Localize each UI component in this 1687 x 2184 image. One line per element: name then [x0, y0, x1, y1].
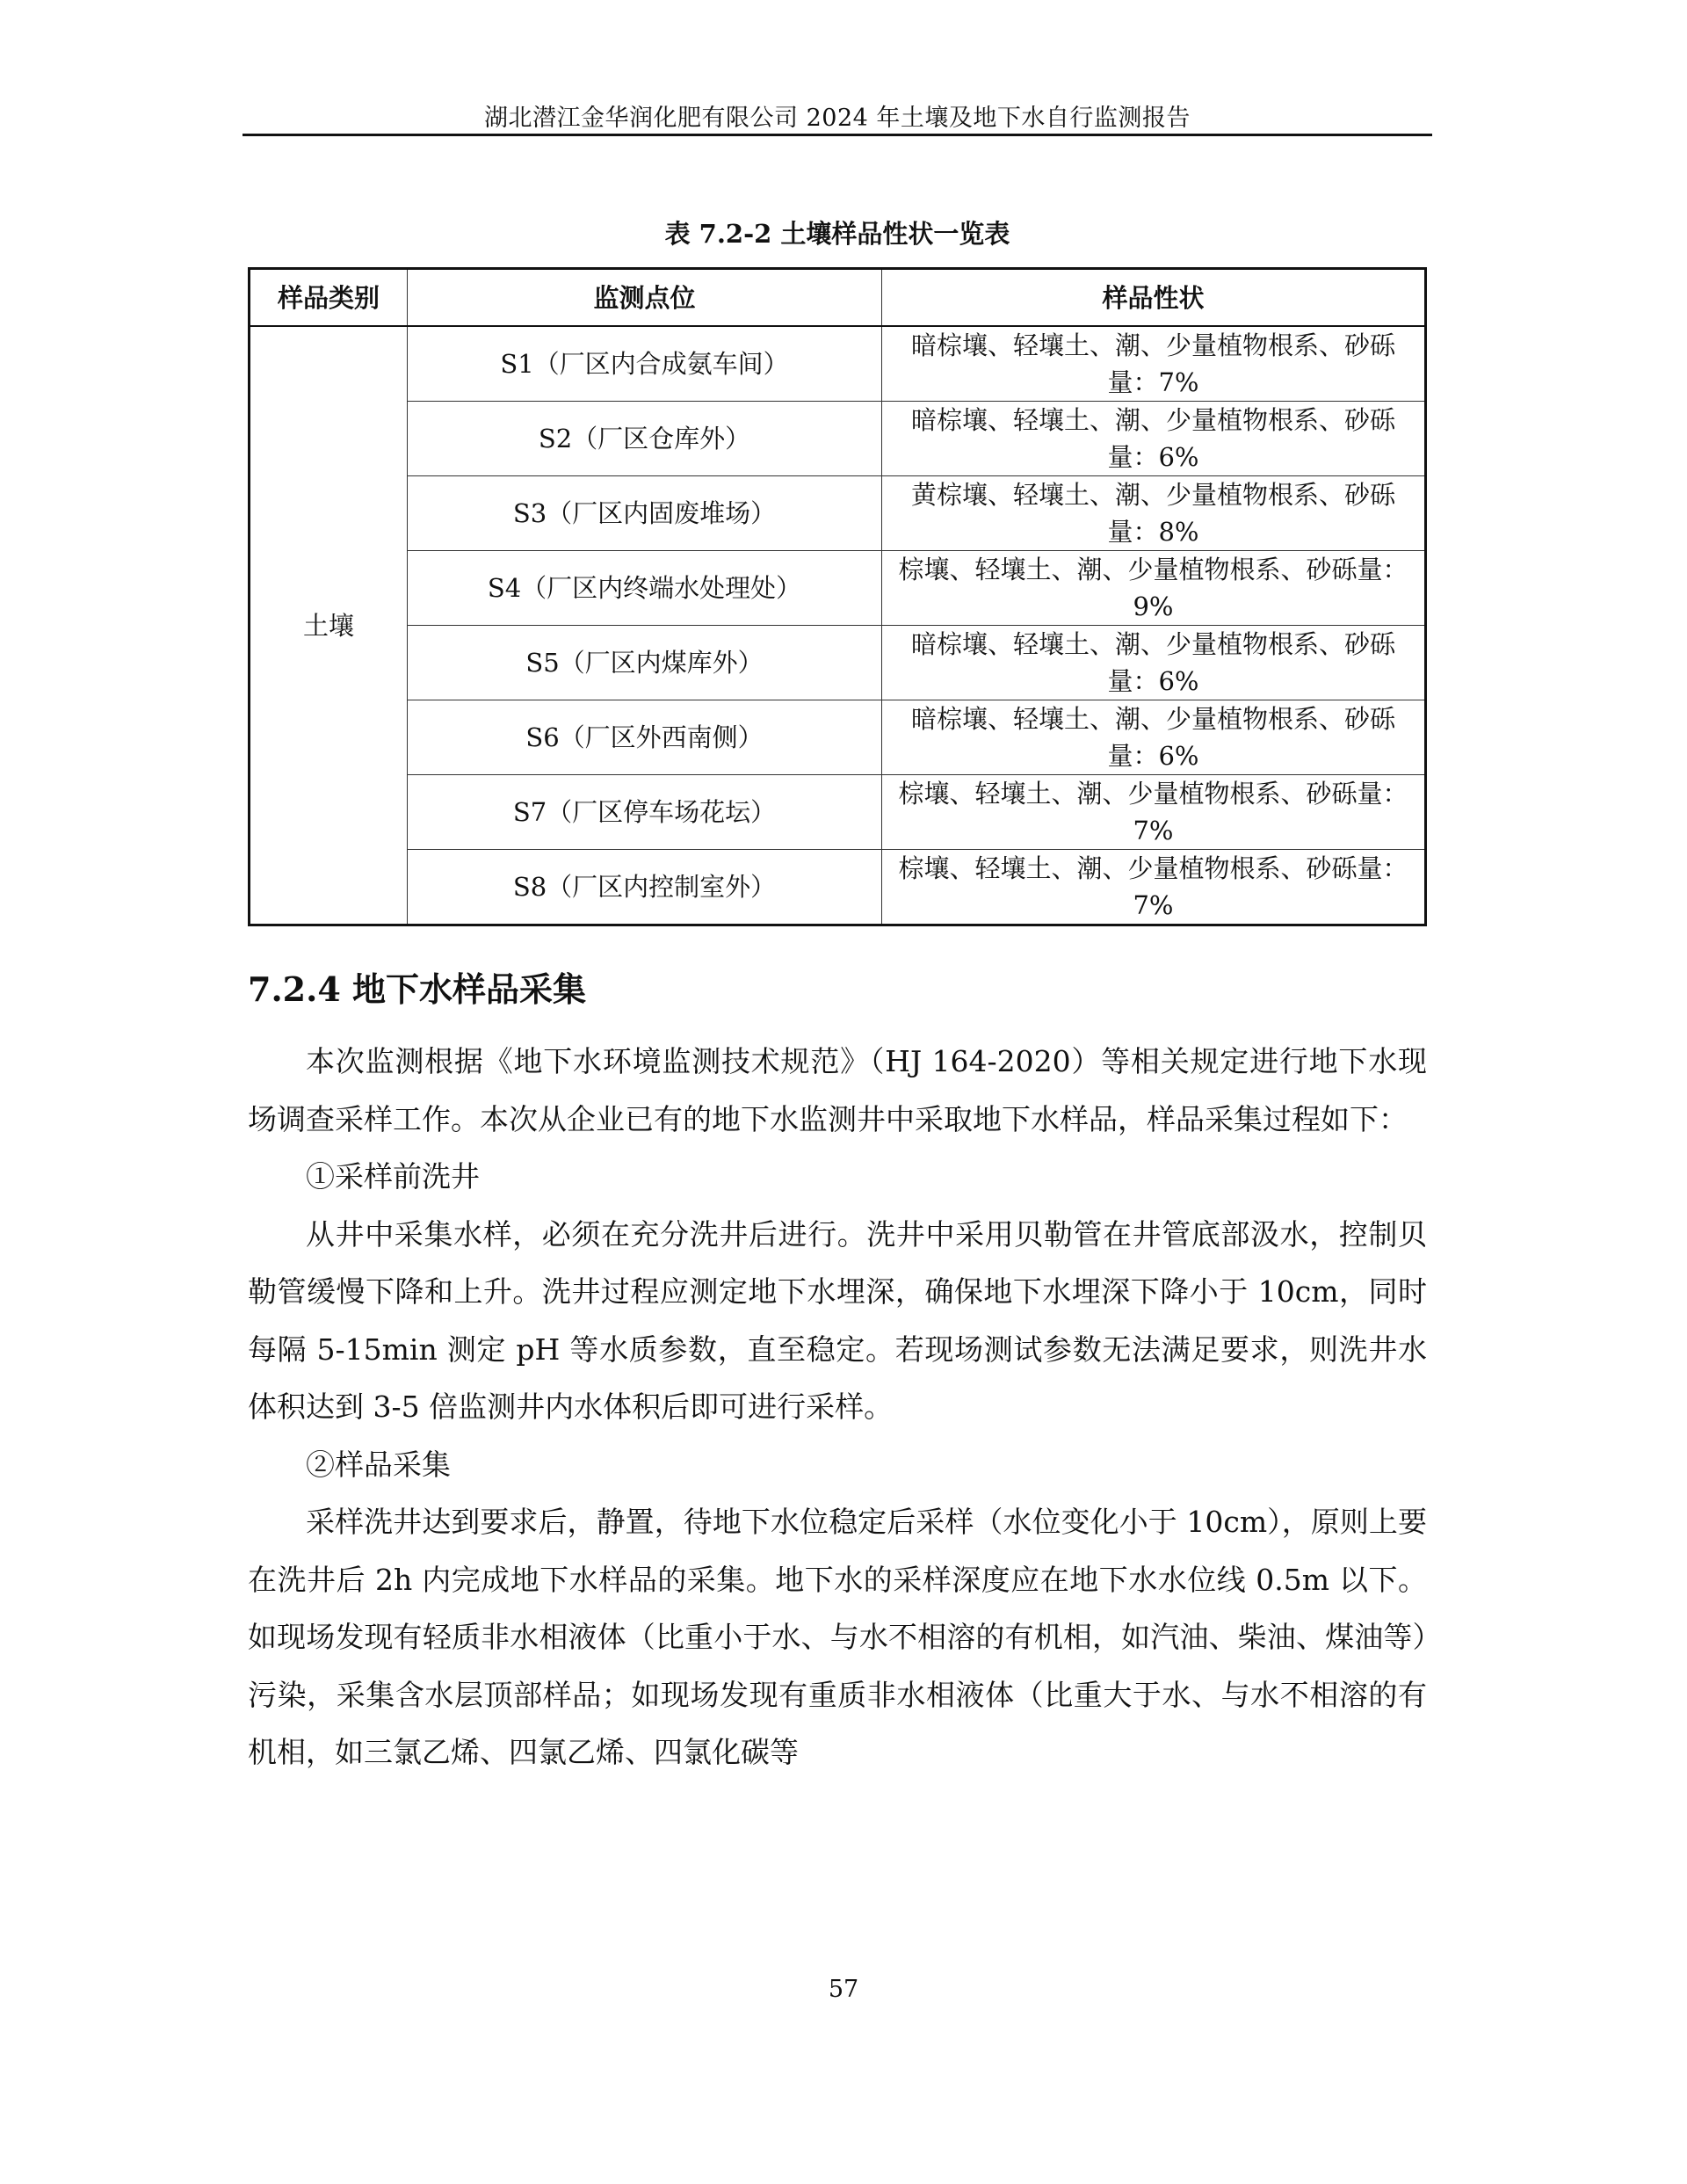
table-row: [250, 775, 1426, 850]
point-cell: S4（厂区内终端水处理处）: [408, 551, 882, 626]
paragraph: 从井中采集水样，必须在充分洗井后进行。洗井中采用贝勒管在井管底部汲水，控制贝勒管缓慢下降和上升。洗井过程应测定地下水埋深，确保地下水埋深下降小于 10cm，同时每隔 5-15min 测定 pH 等水质参数，直至稳定。若现场测试参数无法满足要求，则洗井水体积达到 3-5 倍监测井内水体积后即可进行采样。: [248, 1216, 1427, 1424]
table-row: [250, 700, 1426, 775]
table-row: [250, 551, 1426, 626]
table-row: [250, 850, 1426, 925]
property-cell: 暗棕壤、轻壤土、潮、少量植物根系、砂砾量：7%: [882, 326, 1426, 402]
column-header-category: 样品类别: [250, 269, 408, 327]
property-cell: 棕壤、轻壤土、潮、少量植物根系、砂砾量：9%: [882, 551, 1426, 626]
section-heading: 7.2.4 地下水样品采集: [248, 969, 587, 1009]
point-cell: S7（厂区停车场花坛）: [408, 775, 882, 850]
header-rule: [243, 134, 1432, 136]
category-cell: 土壤: [250, 326, 408, 925]
property-cell: 暗棕壤、轻壤土、潮、少量植物根系、砂砾量：6%: [882, 626, 1426, 700]
soil-sample-table: [248, 267, 1427, 926]
step-heading-sample-collection: ②样品采集: [306, 1447, 451, 1482]
point-cell: S1（厂区内合成氨车间）: [408, 326, 882, 402]
property-cell: 棕壤、轻壤土、潮、少量植物根系、砂砾量：7%: [882, 775, 1426, 850]
point-cell: S6（厂区外西南侧）: [408, 700, 882, 775]
running-header: 湖北潜江金华润化肥有限公司 2024 年土壤及地下水自行监测报告: [484, 105, 1191, 132]
point-cell: S3（厂区内固废堆场）: [408, 476, 882, 551]
property-cell: 棕壤、轻壤土、潮、少量植物根系、砂砾量：7%: [882, 850, 1426, 925]
property-cell: 暗棕壤、轻壤土、潮、少量植物根系、砂砾量：6%: [882, 402, 1426, 476]
column-header-point: 监测点位: [408, 269, 882, 327]
table-header-row: [250, 269, 1426, 327]
table-row: [250, 326, 1426, 402]
table-row: [250, 476, 1426, 551]
column-header-property: 样品性状: [882, 269, 1426, 327]
point-cell: S8（厂区内控制室外）: [408, 850, 882, 925]
property-cell: 暗棕壤、轻壤土、潮、少量植物根系、砂砾量：6%: [882, 700, 1426, 775]
table-caption: 表 7.2-2 土壤样品性状一览表: [664, 219, 1010, 249]
page-number: 57: [828, 1976, 859, 2003]
step-heading-well-purging: ①采样前洗井: [306, 1159, 480, 1194]
point-cell: S5（厂区内煤库外）: [408, 626, 882, 700]
property-cell: 黄棕壤、轻壤土、潮、少量植物根系、砂砾量：8%: [882, 476, 1426, 551]
table-row: [250, 402, 1426, 476]
paragraph: 采样洗井达到要求后，静置，待地下水位稳定后采样（水位变化小于 10cm），原则上要在洗井后 2h 内完成地下水样品的采集。地下水的采样深度应在地下水水位线 0.5m 以下。如现场发现有轻质非水相液体（比重小于水、与水不相溶的有机相，如汽油、柴油、煤油等）污染，采集含水层顶部样品；如现场发现有重质非水相液体（比重大于水、与水不相溶的有机相，如三氯乙烯、四氯乙烯、四氯化碳等: [248, 1505, 1427, 1769]
body-text: [248, 1033, 1427, 1781]
table-row: [250, 626, 1426, 700]
point-cell: S2（厂区仓库外）: [408, 402, 882, 476]
paragraph: 本次监测根据《地下水环境监测技术规范》（HJ 164-2020）等相关规定进行地下水现场调查采样工作。本次从企业已有的地下水监测井中采取地下水样品，样品采集过程如下：: [248, 1044, 1427, 1136]
